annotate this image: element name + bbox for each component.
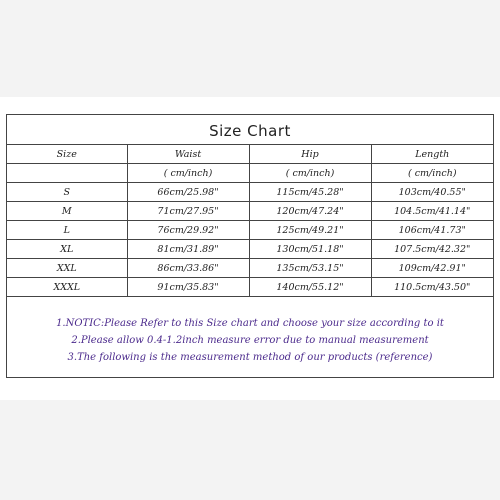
cell-hip: 115cm/45.28" <box>249 183 371 202</box>
table-row <box>7 221 493 240</box>
cell-waist: 81cm/31.89" <box>127 240 249 259</box>
units-waist: ( cm/inch) <box>127 164 249 183</box>
cell-size: L <box>7 221 127 240</box>
cell-length: 110.5cm/43.50" <box>371 278 493 297</box>
cell-size: XL <box>7 240 127 259</box>
cell-waist: 66cm/25.98" <box>127 183 249 202</box>
cell-hip: 135cm/53.15" <box>249 259 371 278</box>
size-chart-title: Size Chart <box>209 122 291 140</box>
size-table <box>7 144 493 297</box>
table-row <box>7 278 493 297</box>
note-line: 2.Please allow 0.4-1.2inch measure error due to manual measurement <box>71 335 429 346</box>
cell-waist: 71cm/27.95" <box>127 202 249 221</box>
cell-length: 103cm/40.55" <box>371 183 493 202</box>
table-row <box>7 259 493 278</box>
cell-hip: 125cm/49.21" <box>249 221 371 240</box>
cell-size: M <box>7 202 127 221</box>
cell-waist: 86cm/33.86" <box>127 259 249 278</box>
cell-hip: 120cm/47.24" <box>249 202 371 221</box>
units-size <box>7 164 127 183</box>
header-waist: Waist <box>127 145 249 164</box>
cell-waist: 76cm/29.92" <box>127 221 249 240</box>
header-length: Length <box>371 145 493 164</box>
table-header-row <box>7 145 493 164</box>
header-hip: Hip <box>249 145 371 164</box>
bottom-background-band <box>0 400 500 500</box>
cell-size: XXXL <box>7 278 127 297</box>
table-row <box>7 202 493 221</box>
cell-size: XXL <box>7 259 127 278</box>
header-size: Size <box>7 145 127 164</box>
note-line: 3.The following is the measurement method of our products (reference) <box>67 352 433 363</box>
size-chart-card <box>6 114 494 378</box>
cell-waist: 91cm/35.83" <box>127 278 249 297</box>
cell-length: 109cm/42.91" <box>371 259 493 278</box>
top-background-band <box>0 0 500 97</box>
cell-length: 106cm/41.73" <box>371 221 493 240</box>
table-row <box>7 240 493 259</box>
cell-hip: 130cm/51.18" <box>249 240 371 259</box>
units-hip: ( cm/inch) <box>249 164 371 183</box>
units-length: ( cm/inch) <box>371 164 493 183</box>
note-line: 1.NOTIC:Please Refer to this Size chart and choose your size according to it <box>56 318 444 329</box>
cell-size: S <box>7 183 127 202</box>
cell-length: 104.5cm/41.14" <box>371 202 493 221</box>
size-notes <box>7 315 493 366</box>
cell-length: 107.5cm/42.32" <box>371 240 493 259</box>
table-row <box>7 183 493 202</box>
cell-hip: 140cm/55.12" <box>249 278 371 297</box>
table-units-row <box>7 164 493 183</box>
